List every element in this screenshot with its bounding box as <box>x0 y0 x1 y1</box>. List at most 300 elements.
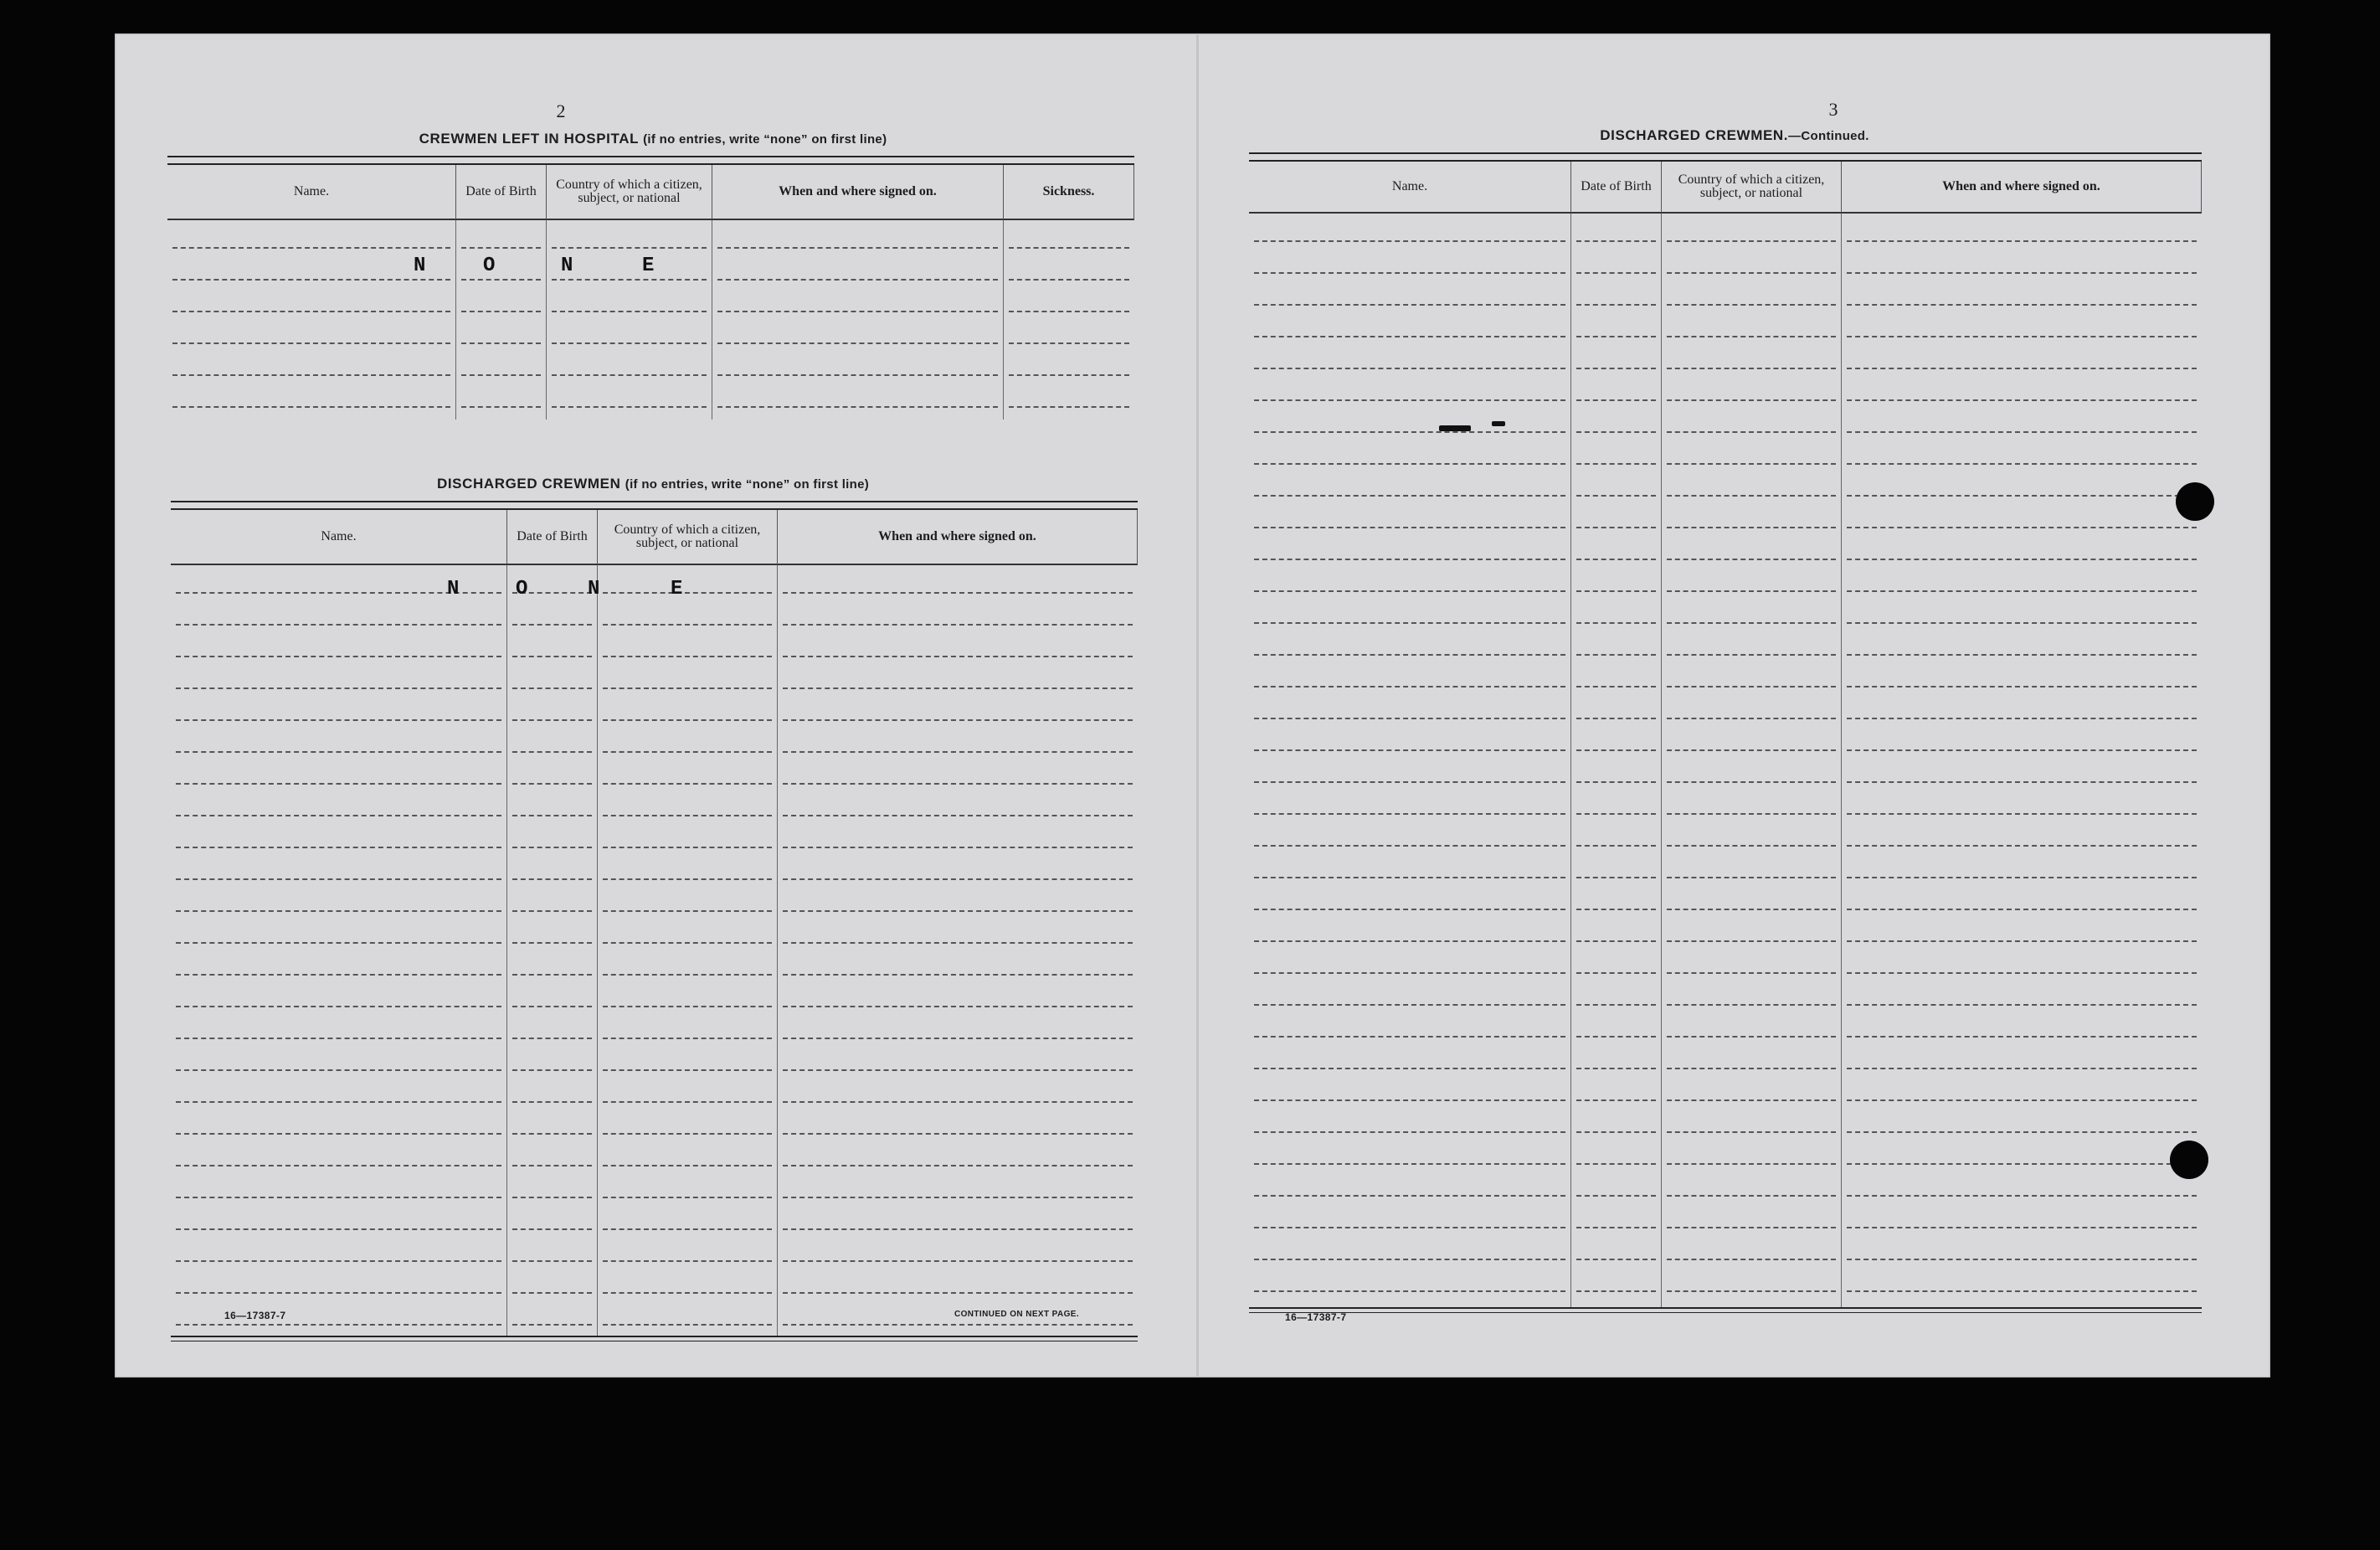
punch-hole <box>2170 1141 2208 1179</box>
ruled-line <box>512 1069 592 1071</box>
none-entry-letter: E <box>642 255 655 277</box>
ruled-line <box>1847 1131 2197 1133</box>
ruled-line <box>1667 749 1836 751</box>
ruled-line <box>176 1101 501 1103</box>
ruled-line <box>1667 1227 1836 1228</box>
ruled-line <box>1576 1068 1656 1069</box>
ruled-line <box>176 942 501 944</box>
ruled-line <box>172 406 450 408</box>
ruled-line <box>1576 686 1656 687</box>
ruled-line <box>783 1006 1133 1007</box>
ruled-line <box>1576 272 1656 274</box>
ruled-line <box>1254 1195 1565 1197</box>
ruled-line <box>1667 590 1836 592</box>
ruled-line <box>1576 1290 1656 1292</box>
body-col-country <box>598 565 778 1336</box>
hospital-title-text: CREWMEN LEFT IN HOSPITAL <box>419 131 639 147</box>
ruled-line <box>783 910 1133 912</box>
ruled-line <box>1667 654 1836 656</box>
body-col-name <box>1249 214 1571 1307</box>
ruled-line <box>176 910 501 912</box>
ruled-line <box>783 656 1133 657</box>
ruled-line <box>1254 463 1565 465</box>
ruled-line <box>512 1260 592 1262</box>
ruled-line <box>783 1228 1133 1230</box>
ruled-line <box>1576 1259 1656 1260</box>
discharged-continued-title <box>1249 127 2220 144</box>
col-header-country: Country of which a citizen, subject, or national <box>547 165 712 220</box>
ruled-line <box>1667 527 1836 528</box>
ruled-line <box>783 783 1133 785</box>
ruled-line <box>176 1069 501 1071</box>
hospital-table <box>167 156 1134 420</box>
ruled-line <box>603 1260 772 1262</box>
ruled-line <box>1254 1131 1565 1133</box>
col-header-dob: Date of Birth <box>456 165 547 220</box>
ruled-line <box>1254 718 1565 719</box>
ruled-line <box>1667 972 1836 974</box>
ruled-line <box>1576 463 1656 465</box>
body-col-dob <box>1571 214 1662 1307</box>
ruled-line <box>552 247 707 249</box>
ruled-line <box>176 656 501 657</box>
ruled-line <box>1847 845 2197 847</box>
ruled-line <box>176 974 501 976</box>
ruled-line <box>1254 1099 1565 1101</box>
ruled-line <box>1847 431 2197 433</box>
ruled-line <box>603 815 772 816</box>
ruled-line <box>1576 877 1656 878</box>
ruled-line <box>603 592 772 594</box>
ruled-line <box>1254 877 1565 878</box>
ink-blot <box>1492 421 1505 426</box>
ruled-line <box>1254 654 1565 656</box>
ruled-line <box>512 1324 592 1326</box>
ruled-line <box>603 751 772 753</box>
ruled-line <box>1254 1290 1565 1292</box>
ruled-line <box>552 406 707 408</box>
ruled-line <box>1576 718 1656 719</box>
col-header-dob: Date of Birth <box>507 510 598 565</box>
ruled-line <box>1847 1068 2197 1069</box>
ruled-line <box>1576 813 1656 815</box>
discharged-continued-table <box>1249 152 2202 1313</box>
ruled-line <box>512 1101 592 1103</box>
ruled-line <box>1254 368 1565 369</box>
ruled-line <box>603 783 772 785</box>
ruled-line <box>1576 940 1656 942</box>
ruled-line <box>603 1069 772 1071</box>
ruled-line <box>1254 909 1565 910</box>
col-header-signed-on: When and where signed on. <box>778 510 1138 565</box>
ruled-line <box>717 406 998 408</box>
ruled-line <box>717 247 998 249</box>
ruled-line <box>461 342 541 344</box>
ruled-line <box>1576 431 1656 433</box>
ruled-line <box>1576 304 1656 306</box>
ruled-line <box>717 374 998 376</box>
body-col-country <box>1662 214 1842 1307</box>
ruled-line <box>512 751 592 753</box>
ruled-line <box>1847 1004 2197 1006</box>
ruled-line <box>176 1260 501 1262</box>
ruled-line <box>1254 972 1565 974</box>
ruled-line <box>176 1006 501 1007</box>
ruled-line <box>1847 399 2197 401</box>
ruled-line <box>783 1197 1133 1198</box>
ruled-line <box>1576 527 1656 528</box>
ruled-line <box>1254 1163 1565 1165</box>
col-header-country: Country of which a citizen, subject, or national <box>1662 162 1842 214</box>
ruled-line <box>603 1165 772 1166</box>
ruled-line <box>1847 240 2197 242</box>
page-number: 2 <box>556 100 566 121</box>
ruled-line <box>1254 590 1565 592</box>
ruled-line <box>1847 272 2197 274</box>
ruled-line <box>552 374 707 376</box>
ruled-line <box>1254 845 1565 847</box>
ruled-line <box>176 1038 501 1039</box>
none-entry-letter: O <box>483 255 496 277</box>
ruled-line <box>603 624 772 626</box>
ruled-line <box>783 719 1133 721</box>
ruled-line <box>1254 336 1565 337</box>
body-col-country <box>547 220 712 420</box>
ruled-line <box>1667 431 1836 433</box>
body-col-name <box>171 565 507 1336</box>
ink-blot <box>1439 425 1471 431</box>
ruled-line <box>461 279 541 281</box>
ruled-line <box>1667 336 1836 337</box>
ruled-line <box>512 1006 592 1007</box>
ruled-line <box>1254 527 1565 528</box>
ruled-line <box>1576 1227 1656 1228</box>
form-number: 16—17387-7 <box>224 1310 286 1321</box>
ruled-line <box>1576 781 1656 783</box>
ruled-line <box>1576 399 1656 401</box>
ruled-line <box>1254 813 1565 815</box>
ruled-line <box>1576 654 1656 656</box>
ruled-line <box>1667 813 1836 815</box>
col-header-signed-on: When and where signed on. <box>712 165 1004 220</box>
ruled-line <box>1847 877 2197 878</box>
discharged-table <box>171 501 1138 1341</box>
continued-note: CONTINUED ON NEXT PAGE. <box>954 1310 1080 1319</box>
ruled-line <box>1254 399 1565 401</box>
none-entry-letter: N <box>447 578 460 600</box>
ruled-line <box>176 1133 501 1135</box>
col-header-sickness: Sickness. <box>1004 165 1134 220</box>
ruled-line <box>176 687 501 689</box>
ruled-line <box>1009 247 1129 249</box>
ruled-line <box>1667 1036 1836 1038</box>
ruled-line <box>783 1133 1133 1135</box>
ruled-line <box>603 1038 772 1039</box>
ruled-line <box>512 783 592 785</box>
ruled-line <box>1576 972 1656 974</box>
ruled-line <box>172 342 450 344</box>
ruled-line <box>1254 240 1565 242</box>
ruled-line <box>1847 559 2197 560</box>
ruled-line <box>1667 940 1836 942</box>
ruled-line <box>176 1228 501 1230</box>
body-col-name <box>167 220 456 420</box>
col-header-name: Name. <box>171 510 507 565</box>
ruled-line <box>1576 495 1656 497</box>
ruled-line <box>1576 240 1656 242</box>
ruled-line <box>1847 463 2197 465</box>
ruled-line <box>1576 1004 1656 1006</box>
ruled-line <box>1667 495 1836 497</box>
ruled-line <box>512 1165 592 1166</box>
ruled-line <box>1847 718 2197 719</box>
body-col-signed-on <box>1842 214 2202 1307</box>
ruled-line <box>1847 304 2197 306</box>
ruled-line <box>1576 909 1656 910</box>
ruled-line <box>783 878 1133 880</box>
ruled-line <box>512 847 592 848</box>
ruled-line <box>1847 972 2197 974</box>
ruled-line <box>1576 559 1656 560</box>
ruled-line <box>512 1133 592 1135</box>
ruled-line <box>176 1197 501 1198</box>
ruled-line <box>1847 1163 2197 1165</box>
ruled-line <box>1667 1004 1836 1006</box>
ruled-line <box>512 719 592 721</box>
ruled-line <box>1667 781 1836 783</box>
ruled-line <box>1847 1099 2197 1101</box>
page-fold <box>1196 33 1199 1377</box>
ruled-line <box>603 687 772 689</box>
discharged-title-note: (if no entries, write “none” on first line) <box>625 477 870 492</box>
ruled-line <box>603 1006 772 1007</box>
ruled-line <box>1667 1163 1836 1165</box>
ruled-line <box>1847 622 2197 624</box>
ruled-line <box>783 1292 1133 1294</box>
ruled-line <box>603 1197 772 1198</box>
ruled-line <box>603 656 772 657</box>
ruled-line <box>1667 1099 1836 1101</box>
ruled-line <box>1576 622 1656 624</box>
ruled-line <box>1009 374 1129 376</box>
ruled-line <box>783 1324 1133 1326</box>
ruled-line <box>783 1165 1133 1166</box>
ruled-line <box>552 342 707 344</box>
ruled-line <box>176 1324 501 1326</box>
ruled-line <box>1576 1131 1656 1133</box>
ruled-line <box>1667 1068 1836 1069</box>
ruled-line <box>461 406 541 408</box>
ruled-line <box>1254 272 1565 274</box>
ruled-line <box>783 687 1133 689</box>
ruled-line <box>783 942 1133 944</box>
ruled-line <box>717 342 998 344</box>
ruled-line <box>1847 940 2197 942</box>
ruled-line <box>512 974 592 976</box>
ruled-line <box>1254 495 1565 497</box>
ruled-line <box>461 311 541 312</box>
ruled-line <box>1009 342 1129 344</box>
ruled-line <box>1667 272 1836 274</box>
ruled-line <box>1847 1259 2197 1260</box>
ruled-line <box>172 311 450 312</box>
ruled-line <box>1667 845 1836 847</box>
ruled-line <box>1576 1036 1656 1038</box>
ruled-line <box>1847 654 2197 656</box>
ruled-line <box>1847 781 2197 783</box>
ruled-line <box>1576 845 1656 847</box>
ruled-line <box>783 847 1133 848</box>
ruled-line <box>603 719 772 721</box>
ruled-line <box>1847 909 2197 910</box>
ruled-line <box>603 910 772 912</box>
ruled-line <box>603 1133 772 1135</box>
ruled-line <box>1009 406 1129 408</box>
ruled-line <box>603 1292 772 1294</box>
ruled-line <box>1667 304 1836 306</box>
ruled-line <box>512 942 592 944</box>
ruled-line <box>172 279 450 281</box>
ruled-line <box>1254 622 1565 624</box>
ruled-line <box>1009 311 1129 312</box>
ruled-line <box>1254 749 1565 751</box>
ruled-line <box>172 374 450 376</box>
ruled-line <box>1254 940 1565 942</box>
ruled-line <box>603 1228 772 1230</box>
ruled-line <box>1254 1036 1565 1038</box>
ruled-line <box>1254 1068 1565 1069</box>
manifest-sheet <box>115 33 2270 1377</box>
ruled-line <box>1667 877 1836 878</box>
ruled-line <box>717 279 998 281</box>
hospital-title-note: (if no entries, write “none” on first line) <box>643 132 887 147</box>
discharged-section-title <box>167 476 1139 492</box>
ruled-line <box>1667 240 1836 242</box>
ruled-line <box>1847 368 2197 369</box>
ruled-line <box>1667 559 1836 560</box>
ruled-line <box>176 847 501 848</box>
ruled-line <box>176 1292 501 1294</box>
ruled-line <box>461 247 541 249</box>
left-page <box>167 33 1139 1377</box>
ruled-line <box>603 1101 772 1103</box>
discharged-continued-title-text: DISCHARGED CREWMEN. <box>1600 127 1789 143</box>
body-col-signed-on <box>778 565 1138 1336</box>
ruled-line <box>1667 622 1836 624</box>
ruled-line <box>176 815 501 816</box>
ruled-line <box>512 624 592 626</box>
ruled-line <box>603 974 772 976</box>
ruled-line <box>1576 1163 1656 1165</box>
ruled-line <box>1576 336 1656 337</box>
body-col-dob <box>507 565 598 1336</box>
ruled-line <box>1667 909 1836 910</box>
none-entry-letter: E <box>671 578 683 600</box>
ruled-line <box>1847 1227 2197 1228</box>
ruled-line <box>176 751 501 753</box>
ruled-line <box>1847 749 2197 751</box>
ruled-line <box>783 1038 1133 1039</box>
ruled-line <box>1254 1004 1565 1006</box>
ruled-line <box>1847 590 2197 592</box>
ruled-line <box>512 815 592 816</box>
ruled-line <box>1576 590 1656 592</box>
ruled-line <box>512 687 592 689</box>
ruled-line <box>512 878 592 880</box>
ruled-line <box>603 878 772 880</box>
ruled-line <box>512 1038 592 1039</box>
ruled-line <box>1847 527 2197 528</box>
ruled-line <box>1667 463 1836 465</box>
ruled-line <box>1847 336 2197 337</box>
ruled-line <box>783 974 1133 976</box>
ruled-line <box>1847 813 2197 815</box>
ruled-line <box>603 1324 772 1326</box>
col-header-dob: Date of Birth <box>1571 162 1662 214</box>
ruled-line <box>176 878 501 880</box>
ruled-line <box>1254 304 1565 306</box>
ruled-line <box>783 624 1133 626</box>
ruled-line <box>1576 368 1656 369</box>
ruled-line <box>1254 431 1565 433</box>
none-entry-letter: N <box>588 578 600 600</box>
ruled-line <box>176 783 501 785</box>
ruled-line <box>1667 1195 1836 1197</box>
ruled-line <box>1009 279 1129 281</box>
ruled-line <box>603 942 772 944</box>
none-entry-letter: O <box>516 578 528 600</box>
ruled-line <box>717 311 998 312</box>
right-page <box>1249 33 2220 1377</box>
ruled-line <box>1254 781 1565 783</box>
ruled-line <box>1254 1227 1565 1228</box>
discharged-title-text: DISCHARGED CREWMEN <box>436 476 621 492</box>
ruled-line <box>176 1165 501 1166</box>
ruled-line <box>512 910 592 912</box>
discharged-continued-suffix: —Continued. <box>1788 129 1869 143</box>
col-header-country: Country of which a citizen, subject, or national <box>598 510 778 565</box>
body-col-signed-on <box>712 220 1004 420</box>
ruled-line <box>783 751 1133 753</box>
ruled-line <box>1667 399 1836 401</box>
ruled-line <box>783 1101 1133 1103</box>
ruled-line <box>512 1197 592 1198</box>
col-header-name: Name. <box>167 165 456 220</box>
ruled-line <box>1667 368 1836 369</box>
body-col-dob <box>456 220 547 420</box>
none-entry-letter: N <box>414 255 426 277</box>
ruled-line <box>783 1260 1133 1262</box>
ruled-line <box>552 311 707 312</box>
ruled-line <box>1847 686 2197 687</box>
ruled-line <box>1254 559 1565 560</box>
ruled-line <box>603 847 772 848</box>
ruled-line <box>783 592 1133 594</box>
none-entry-letter: N <box>561 255 573 277</box>
ruled-line <box>1576 1195 1656 1197</box>
ruled-line <box>1576 1099 1656 1101</box>
ruled-line <box>176 719 501 721</box>
ruled-line <box>1254 1259 1565 1260</box>
ruled-line <box>461 374 541 376</box>
col-header-name: Name. <box>1249 162 1571 214</box>
ruled-line <box>1667 686 1836 687</box>
ruled-line <box>1667 1290 1836 1292</box>
ruled-line <box>1847 1195 2197 1197</box>
page-number: 3 <box>1828 99 1838 120</box>
hospital-section-title <box>167 131 1139 147</box>
ruled-line <box>1847 495 2197 497</box>
